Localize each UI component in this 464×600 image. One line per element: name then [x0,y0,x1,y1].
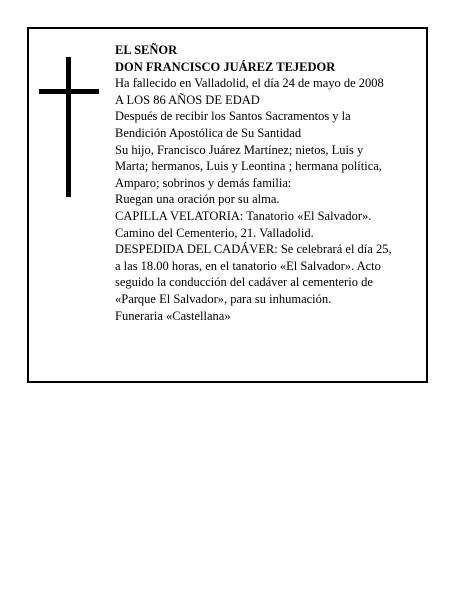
notice-line: Marta; hermanos, Luis y Leontina ; hermana política, [115,159,382,174]
notice-line: Después de recibir los Santos Sacramentos y la [115,109,351,124]
notice-line: seguido la conducción del cadáver al cementerio de [115,275,373,290]
notice-line: Bendición Apostólica de Su Santidad [115,125,302,140]
notice-line: DESPEDIDA DEL CADÁVER: Se celebrará el día 25, [115,242,392,257]
notice-line: Camino del Cementerio, 21. Valladolid. [115,225,314,240]
notice-line: «Parque El Salvador», para su inhumación. [115,291,332,306]
cross-vertical-bar [66,57,71,197]
notice-title-line-1: EL SEÑOR [115,43,178,57]
notice-title-line-2: DON FRANCISCO JUÁREZ TEJEDOR [115,59,336,74]
notice-line: a las 18.00 horas, en el tanatorio «El Salvador». Acto [115,258,381,273]
notice-line: CAPILLA VELATORIA: Tanatorio «El Salvador». [115,208,372,223]
notice-line: Ruegan una oración por su alma. [115,192,280,207]
notice-line: Amparo; sobrinos y demás familia: [115,175,292,190]
notice-line: Funeraria «Castellana» [115,308,231,323]
obituary-notice [27,27,428,383]
latin-cross-icon [39,57,99,197]
notice-text [115,42,425,324]
cross-horizontal-bar [39,89,99,94]
notice-line: Su hijo, Francisco Juárez Martínez; nietos, Luis y [115,142,364,157]
notice-line: Ha fallecido en Valladolid, el día 24 de mayo de 2008 [115,76,384,91]
notice-line: A LOS 86 AÑOS DE EDAD [115,92,260,107]
